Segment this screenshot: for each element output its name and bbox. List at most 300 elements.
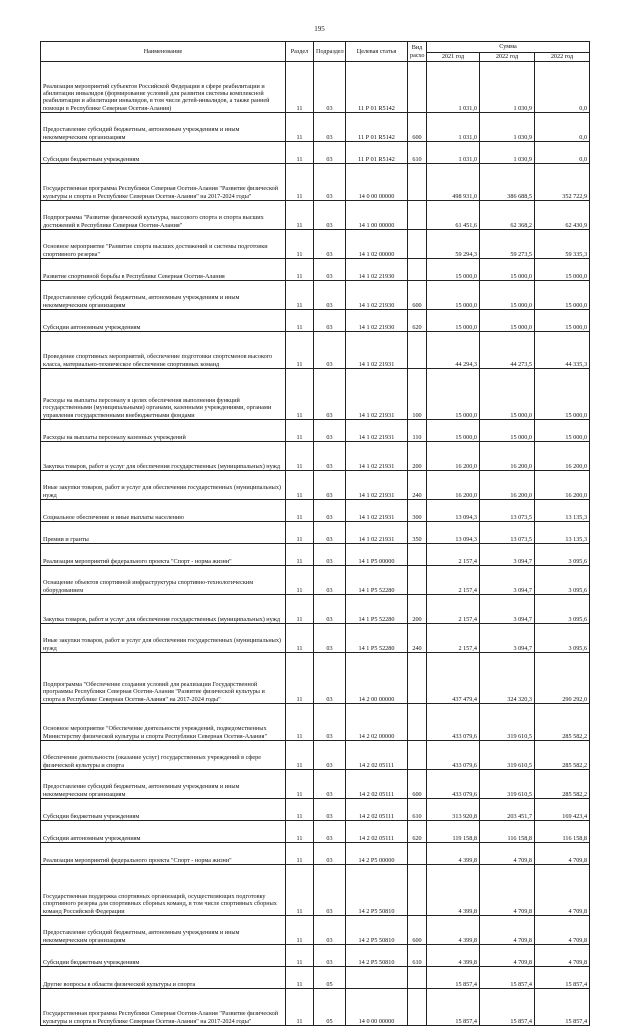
row-section-cell: 11 [286, 916, 314, 945]
row-expense-type-cell: 200 [408, 595, 427, 624]
row-section-cell: 11 [286, 843, 314, 865]
row-name-cell: Субсидии бюджетным учреждениям [41, 142, 286, 164]
row-value-2021-cell: 15 000,0 [427, 310, 480, 332]
row-subsection-cell: 03 [314, 865, 346, 916]
row-value-2021-cell: 433 079,6 [427, 704, 480, 741]
row-name-cell: Проведение спортивных мероприятий, обеспечение подготовки спортсменов высокого класса, материально-техническое обеспечение спортивных команд [41, 332, 286, 369]
row-value-2021-cell: 13 094,3 [427, 522, 480, 544]
row-target-cell: 14 1 02 21931 [346, 500, 408, 522]
row-value-2023-cell: 4 709,8 [535, 843, 590, 865]
table-row [41, 62, 590, 113]
header-expense-type: Вид расхо [408, 42, 427, 62]
row-name-cell: Субсидии автономным учреждениям [41, 310, 286, 332]
row-value-2023-cell: 15 000,0 [535, 369, 590, 420]
row-section-cell: 11 [286, 704, 314, 741]
row-section-cell: 11 [286, 420, 314, 442]
row-name-cell: Обеспечение деятельности (оказание услуг) государственных учреждений в сфере физической культуры и спорта [41, 741, 286, 770]
row-value-2022-cell: 59 273,5 [480, 230, 535, 259]
table-row [41, 821, 590, 843]
row-value-2021-cell: 59 294,3 [427, 230, 480, 259]
row-subsection-cell: 03 [314, 544, 346, 566]
row-name-cell: Оснащение объектов спортивной инфраструктуры спортивно-технологическим оборудованием [41, 566, 286, 595]
table-row [41, 799, 590, 821]
row-value-2022-cell: 44 273,5 [480, 332, 535, 369]
row-value-2023-cell: 285 582,2 [535, 770, 590, 799]
row-subsection-cell: 03 [314, 471, 346, 500]
row-value-2023-cell: 3 095,6 [535, 595, 590, 624]
row-value-2022-cell: 13 073,5 [480, 522, 535, 544]
row-expense-type-cell: 600 [408, 281, 427, 310]
row-expense-type-cell: 610 [408, 142, 427, 164]
row-name-cell: Реализация мероприятий федерального проекта "Спорт - норма жизни" [41, 544, 286, 566]
row-value-2021-cell: 15 000,0 [427, 259, 480, 281]
row-section-cell: 11 [286, 471, 314, 500]
row-value-2021-cell: 1 031,0 [427, 142, 480, 164]
table-row [41, 442, 590, 471]
row-value-2022-cell: 13 073,5 [480, 500, 535, 522]
row-value-2023-cell: 169 423,4 [535, 799, 590, 821]
row-name-cell: Развитие спортивной борьбы в Республике Северная Осетия-Алания [41, 259, 286, 281]
row-value-2021-cell: 4 399,8 [427, 843, 480, 865]
row-section-cell: 11 [286, 201, 314, 230]
row-value-2021-cell: 4 399,8 [427, 916, 480, 945]
row-name-cell: Субсидии автономным учреждениям [41, 821, 286, 843]
row-value-2022-cell: 319 610,5 [480, 741, 535, 770]
row-value-2021-cell: 2 157,4 [427, 624, 480, 653]
row-subsection-cell: 03 [314, 945, 346, 967]
row-value-2021-cell: 313 920,8 [427, 799, 480, 821]
row-target-cell: 14 1 02 21931 [346, 332, 408, 369]
table-row [41, 865, 590, 916]
row-expense-type-cell: 610 [408, 945, 427, 967]
row-target-cell: 14 0 00 00000 [346, 989, 408, 1026]
row-value-2022-cell: 1 030,9 [480, 113, 535, 142]
row-value-2022-cell: 3 094,7 [480, 595, 535, 624]
row-subsection-cell: 03 [314, 230, 346, 259]
row-value-2023-cell: 352 722,9 [535, 164, 590, 201]
row-subsection-cell: 03 [314, 164, 346, 201]
row-value-2021-cell: 4 399,8 [427, 865, 480, 916]
row-target-cell: 11 Р 01 R5142 [346, 113, 408, 142]
row-value-2021-cell: 433 079,6 [427, 770, 480, 799]
row-target-cell: 14 1 02 21931 [346, 369, 408, 420]
budget-table [40, 41, 590, 1026]
row-subsection-cell: 03 [314, 916, 346, 945]
row-subsection-cell: 03 [314, 442, 346, 471]
table-row [41, 544, 590, 566]
row-subsection-cell: 03 [314, 332, 346, 369]
row-subsection-cell: 03 [314, 281, 346, 310]
row-target-cell [346, 967, 408, 989]
row-section-cell: 11 [286, 967, 314, 989]
table-row [41, 522, 590, 544]
row-expense-type-cell: 240 [408, 624, 427, 653]
row-section-cell: 11 [286, 799, 314, 821]
row-value-2021-cell: 119 158,8 [427, 821, 480, 843]
row-target-cell: 14 0 00 00000 [346, 164, 408, 201]
row-section-cell: 11 [286, 369, 314, 420]
table-row [41, 420, 590, 442]
row-target-cell: 14 1 Р5 52280 [346, 624, 408, 653]
table-row [41, 281, 590, 310]
row-value-2021-cell: 437 479,4 [427, 653, 480, 704]
row-subsection-cell: 03 [314, 770, 346, 799]
row-value-2022-cell: 15 000,0 [480, 310, 535, 332]
row-value-2022-cell: 16 200,0 [480, 471, 535, 500]
table-row [41, 624, 590, 653]
table-row [41, 967, 590, 989]
row-value-2022-cell: 15 000,0 [480, 420, 535, 442]
row-subsection-cell: 03 [314, 259, 346, 281]
table-row [41, 741, 590, 770]
row-value-2022-cell: 1 030,9 [480, 62, 535, 113]
row-target-cell: 14 1 Р5 00000 [346, 544, 408, 566]
row-target-cell: 14 2 Р5 50810 [346, 865, 408, 916]
table-row [41, 369, 590, 420]
row-value-2023-cell: 13 135,3 [535, 500, 590, 522]
row-target-cell: 14 2 00 00000 [346, 653, 408, 704]
row-value-2021-cell: 2 157,4 [427, 566, 480, 595]
row-section-cell: 11 [286, 989, 314, 1026]
row-section-cell: 11 [286, 653, 314, 704]
row-subsection-cell: 03 [314, 843, 346, 865]
row-value-2023-cell: 116 158,8 [535, 821, 590, 843]
header-year-2023: 2022 год [535, 53, 590, 62]
table-row [41, 310, 590, 332]
row-expense-type-cell [408, 230, 427, 259]
row-section-cell: 11 [286, 442, 314, 471]
row-value-2022-cell: 15 000,0 [480, 369, 535, 420]
row-target-cell: 14 2 02 00000 [346, 704, 408, 741]
row-value-2021-cell: 15 000,0 [427, 420, 480, 442]
row-name-cell: Основное мероприятие "Развитие спорта высших достижений и системы подготовки спортивного резерва" [41, 230, 286, 259]
table-row [41, 142, 590, 164]
row-value-2022-cell: 15 000,0 [480, 259, 535, 281]
row-target-cell: 14 2 Р5 00000 [346, 843, 408, 865]
row-value-2021-cell: 433 079,6 [427, 741, 480, 770]
row-name-cell: Государственная программа Республики Северная Осетия-Алания "Развитие физической культуры и спорта в Республике Северная Осетия-Алания" на 2017-2024 годы" [41, 989, 286, 1026]
row-value-2023-cell: 0,0 [535, 142, 590, 164]
row-subsection-cell: 05 [314, 989, 346, 1026]
row-section-cell: 11 [286, 566, 314, 595]
row-section-cell: 11 [286, 945, 314, 967]
row-value-2021-cell: 1 031,0 [427, 62, 480, 113]
row-expense-type-cell [408, 544, 427, 566]
table-row [41, 989, 590, 1026]
row-value-2021-cell: 15 857,4 [427, 967, 480, 989]
row-value-2021-cell: 61 451,6 [427, 201, 480, 230]
row-section-cell: 11 [286, 142, 314, 164]
row-name-cell: Подпрограмма "Развитие физической культуры, массового спорта и спорта высших достижений в Республике Северная Осетия-Алания" [41, 201, 286, 230]
row-value-2023-cell: 4 709,8 [535, 865, 590, 916]
row-value-2021-cell: 15 857,4 [427, 989, 480, 1026]
row-section-cell: 11 [286, 522, 314, 544]
row-target-cell: 14 2 02 05111 [346, 741, 408, 770]
row-section-cell: 11 [286, 595, 314, 624]
table-row [41, 113, 590, 142]
row-section-cell: 11 [286, 865, 314, 916]
row-section-cell: 11 [286, 624, 314, 653]
row-subsection-cell: 03 [314, 566, 346, 595]
row-value-2023-cell: 62 430,9 [535, 201, 590, 230]
row-value-2023-cell: 13 135,3 [535, 522, 590, 544]
row-name-cell: Реализация мероприятий федерального проекта "Спорт - норма жизни" [41, 843, 286, 865]
row-expense-type-cell [408, 62, 427, 113]
row-name-cell: Иные закупки товаров, работ и услуг для обеспечения государственных (муниципальных) нужд [41, 471, 286, 500]
row-expense-type-cell [408, 653, 427, 704]
row-expense-type-cell: 240 [408, 471, 427, 500]
row-value-2022-cell: 4 709,8 [480, 945, 535, 967]
row-section-cell: 11 [286, 332, 314, 369]
row-name-cell: Государственная поддержка спортивных организаций, осуществляющих подготовку спортивного резерва для спортивных сборных команд, в том числе спортивных сборных команд Российской Федерации [41, 865, 286, 916]
row-target-cell: 11 Р 01 R5142 [346, 62, 408, 113]
row-value-2022-cell: 15 857,4 [480, 989, 535, 1026]
row-target-cell: 14 2 02 05111 [346, 770, 408, 799]
row-value-2022-cell: 3 094,7 [480, 566, 535, 595]
row-value-2023-cell: 285 582,2 [535, 741, 590, 770]
row-expense-type-cell: 350 [408, 522, 427, 544]
row-value-2022-cell: 1 030,9 [480, 142, 535, 164]
row-value-2021-cell: 2 157,4 [427, 544, 480, 566]
row-subsection-cell: 03 [314, 624, 346, 653]
row-value-2021-cell: 498 931,0 [427, 164, 480, 201]
row-value-2022-cell: 3 094,7 [480, 624, 535, 653]
row-value-2022-cell: 62 368,2 [480, 201, 535, 230]
table-row [41, 595, 590, 624]
row-value-2022-cell: 15 000,0 [480, 281, 535, 310]
table-row [41, 704, 590, 741]
header-year-2021: 2021 год [427, 53, 480, 62]
row-subsection-cell: 05 [314, 967, 346, 989]
row-subsection-cell: 03 [314, 799, 346, 821]
row-value-2023-cell: 0,0 [535, 113, 590, 142]
row-target-cell: 14 2 Р5 50810 [346, 945, 408, 967]
row-value-2023-cell: 3 095,6 [535, 624, 590, 653]
row-value-2023-cell: 44 335,3 [535, 332, 590, 369]
table-row [41, 843, 590, 865]
row-value-2022-cell: 116 158,8 [480, 821, 535, 843]
row-expense-type-cell [408, 967, 427, 989]
row-subsection-cell: 03 [314, 201, 346, 230]
row-value-2023-cell: 15 000,0 [535, 310, 590, 332]
row-value-2023-cell: 15 000,0 [535, 259, 590, 281]
row-value-2023-cell: 16 200,0 [535, 471, 590, 500]
row-value-2023-cell: 59 335,3 [535, 230, 590, 259]
row-name-cell: Закупка товаров, работ и услуг для обеспечения государственных (муниципальных) нужд [41, 595, 286, 624]
header-name: Наименование [41, 42, 286, 62]
row-subsection-cell: 03 [314, 821, 346, 843]
row-target-cell: 14 1 02 21930 [346, 259, 408, 281]
row-subsection-cell: 03 [314, 310, 346, 332]
row-subsection-cell: 03 [314, 500, 346, 522]
row-value-2023-cell: 3 095,6 [535, 544, 590, 566]
row-target-cell: 14 1 00 00000 [346, 201, 408, 230]
row-value-2022-cell: 16 200,0 [480, 442, 535, 471]
row-section-cell: 11 [286, 500, 314, 522]
table-row [41, 201, 590, 230]
row-value-2022-cell: 4 709,8 [480, 865, 535, 916]
row-value-2022-cell: 324 320,3 [480, 653, 535, 704]
row-subsection-cell: 03 [314, 653, 346, 704]
row-target-cell: 14 2 02 05111 [346, 799, 408, 821]
row-value-2023-cell: 16 200,0 [535, 442, 590, 471]
row-name-cell: Закупка товаров, работ и услуг для обеспечения государственных (муниципальных) нужд [41, 442, 286, 471]
row-value-2023-cell: 15 000,0 [535, 281, 590, 310]
row-value-2023-cell: 285 582,2 [535, 704, 590, 741]
row-value-2021-cell: 1 031,0 [427, 113, 480, 142]
header-subsection: Подраздел [314, 42, 346, 62]
row-target-cell: 14 1 02 21930 [346, 281, 408, 310]
table-row [41, 566, 590, 595]
row-target-cell: 14 1 Р5 52280 [346, 595, 408, 624]
row-expense-type-cell: 610 [408, 799, 427, 821]
header-sum: Сумма [427, 42, 590, 53]
row-value-2022-cell: 203 451,7 [480, 799, 535, 821]
row-value-2023-cell: 4 709,8 [535, 945, 590, 967]
row-section-cell: 11 [286, 62, 314, 113]
row-value-2022-cell: 386 688,5 [480, 164, 535, 201]
table-row [41, 653, 590, 704]
row-value-2023-cell: 0,0 [535, 62, 590, 113]
row-name-cell: Предоставление субсидий бюджетным, автономным учреждениям и иным некоммерческим организациям [41, 916, 286, 945]
table-row [41, 770, 590, 799]
row-expense-type-cell: 200 [408, 442, 427, 471]
row-expense-type-cell [408, 164, 427, 201]
row-name-cell: Иные закупки товаров, работ и услуг для обеспечения государственных (муниципальных) нужд [41, 624, 286, 653]
row-name-cell: Субсидии бюджетным учреждениям [41, 799, 286, 821]
row-expense-type-cell [408, 989, 427, 1026]
row-subsection-cell: 03 [314, 62, 346, 113]
row-value-2023-cell: 290 292,0 [535, 653, 590, 704]
row-target-cell: 14 1 Р5 52280 [346, 566, 408, 595]
row-value-2021-cell: 15 000,0 [427, 369, 480, 420]
row-target-cell: 14 2 Р5 50810 [346, 916, 408, 945]
row-value-2023-cell: 4 709,8 [535, 916, 590, 945]
row-target-cell: 14 1 02 21931 [346, 442, 408, 471]
row-target-cell: 14 2 02 05111 [346, 821, 408, 843]
table-row [41, 471, 590, 500]
header-target: Целевая статья [346, 42, 408, 62]
row-name-cell: Субсидии бюджетным учреждениям [41, 945, 286, 967]
row-subsection-cell: 03 [314, 369, 346, 420]
row-value-2021-cell: 44 294,3 [427, 332, 480, 369]
row-name-cell: Государственная программа Республики Северная Осетия-Алания "Развитие физической культуры и спорта в Республике Северная Осетия-Алания" на 2017-2024 годы" [41, 164, 286, 201]
row-section-cell: 11 [286, 164, 314, 201]
row-section-cell: 11 [286, 821, 314, 843]
row-expense-type-cell: 620 [408, 310, 427, 332]
row-expense-type-cell: 110 [408, 420, 427, 442]
row-target-cell: 14 1 02 21930 [346, 310, 408, 332]
row-section-cell: 11 [286, 230, 314, 259]
row-value-2023-cell: 15 857,4 [535, 989, 590, 1026]
row-name-cell: Предоставление субсидий бюджетным, автономным учреждениям и иным некоммерческим организациям [41, 281, 286, 310]
table-row [41, 916, 590, 945]
row-expense-type-cell [408, 201, 427, 230]
table-row [41, 230, 590, 259]
row-value-2021-cell: 13 094,3 [427, 500, 480, 522]
row-value-2021-cell: 4 399,8 [427, 945, 480, 967]
row-target-cell: 14 1 02 21931 [346, 471, 408, 500]
page-number: 195 [314, 25, 325, 33]
row-expense-type-cell: 300 [408, 500, 427, 522]
table-row [41, 259, 590, 281]
row-name-cell: Другие вопросы в области физической культуры и спорта [41, 967, 286, 989]
row-target-cell: 11 Р 01 R5142 [346, 142, 408, 164]
row-name-cell: Расходы на выплаты персоналу казенных учреждений [41, 420, 286, 442]
table-row [41, 332, 590, 369]
row-subsection-cell: 03 [314, 704, 346, 741]
row-expense-type-cell [408, 332, 427, 369]
row-expense-type-cell: 620 [408, 821, 427, 843]
row-name-cell: Основное мероприятие "Обеспечение деятельности учреждений, подведомственных Министерству физической культуры и спорта Республики Северная Осетия-Алания" [41, 704, 286, 741]
row-subsection-cell: 03 [314, 142, 346, 164]
row-target-cell: 14 1 02 21931 [346, 420, 408, 442]
row-expense-type-cell: 600 [408, 770, 427, 799]
table-row [41, 945, 590, 967]
row-section-cell: 11 [286, 741, 314, 770]
row-section-cell: 11 [286, 310, 314, 332]
row-section-cell: 11 [286, 113, 314, 142]
row-name-cell: Социальное обеспечение и иные выплаты населению [41, 500, 286, 522]
row-value-2021-cell: 2 157,4 [427, 595, 480, 624]
row-target-cell: 14 1 02 21931 [346, 522, 408, 544]
row-name-cell: Расходы на выплаты персоналу в целях обеспечения выполнения функций государственными (муниципальными) органами, казенными учреждениями, органами управления государственными внебюджетными фондами [41, 369, 286, 420]
row-name-cell: Подпрограмма "Обеспечение создания условий для реализации Государственной программы Республики Северная Осетия-Алания "Развитие физической культуры и спорта в Республике Северная Осетия-Алания" на 2017-2024 годы" [41, 653, 286, 704]
row-value-2023-cell: 15 000,0 [535, 420, 590, 442]
table-body [41, 62, 590, 1026]
header-year-2022: 2022 год [480, 53, 535, 62]
table-row [41, 500, 590, 522]
row-expense-type-cell: 600 [408, 916, 427, 945]
row-expense-type-cell [408, 741, 427, 770]
row-expense-type-cell: 100 [408, 369, 427, 420]
row-section-cell: 11 [286, 281, 314, 310]
header-section: Раздел [286, 42, 314, 62]
row-expense-type-cell [408, 566, 427, 595]
row-value-2022-cell: 15 857,4 [480, 967, 535, 989]
row-subsection-cell: 03 [314, 595, 346, 624]
row-value-2021-cell: 16 200,0 [427, 442, 480, 471]
row-value-2023-cell: 3 095,6 [535, 566, 590, 595]
table-header-row [41, 42, 590, 53]
row-value-2021-cell: 16 200,0 [427, 471, 480, 500]
table-row [41, 164, 590, 201]
row-value-2022-cell: 319 610,5 [480, 770, 535, 799]
row-value-2022-cell: 3 094,7 [480, 544, 535, 566]
row-subsection-cell: 03 [314, 113, 346, 142]
row-value-2022-cell: 4 709,8 [480, 916, 535, 945]
row-section-cell: 11 [286, 770, 314, 799]
row-name-cell: Предоставление субсидий бюджетным, автономным учреждениям и иным некоммерческим организациям [41, 770, 286, 799]
row-target-cell: 14 1 02 00000 [346, 230, 408, 259]
row-subsection-cell: 03 [314, 522, 346, 544]
row-section-cell: 11 [286, 259, 314, 281]
row-subsection-cell: 03 [314, 741, 346, 770]
row-expense-type-cell [408, 704, 427, 741]
row-expense-type-cell [408, 843, 427, 865]
row-subsection-cell: 03 [314, 420, 346, 442]
row-value-2021-cell: 15 000,0 [427, 281, 480, 310]
row-name-cell: Предоставление субсидий бюджетным, автономным учреждениям и иным некоммерческим организациям [41, 113, 286, 142]
row-expense-type-cell [408, 865, 427, 916]
row-value-2022-cell: 319 610,5 [480, 704, 535, 741]
row-name-cell: Реализация мероприятий субъектов Российской Федерации в сфере реабилитации и абилитации инвалидов (формирование условий для развития системы комплексной реабилитации и абилитации инвалидов, в том числе детей-инвалидов, а также ранней помощи в Республике Северная Осетия-Алания) [41, 62, 286, 113]
row-value-2022-cell: 4 709,8 [480, 843, 535, 865]
row-name-cell: Премии и гранты [41, 522, 286, 544]
row-value-2023-cell: 15 857,4 [535, 967, 590, 989]
row-expense-type-cell [408, 259, 427, 281]
row-section-cell: 11 [286, 544, 314, 566]
